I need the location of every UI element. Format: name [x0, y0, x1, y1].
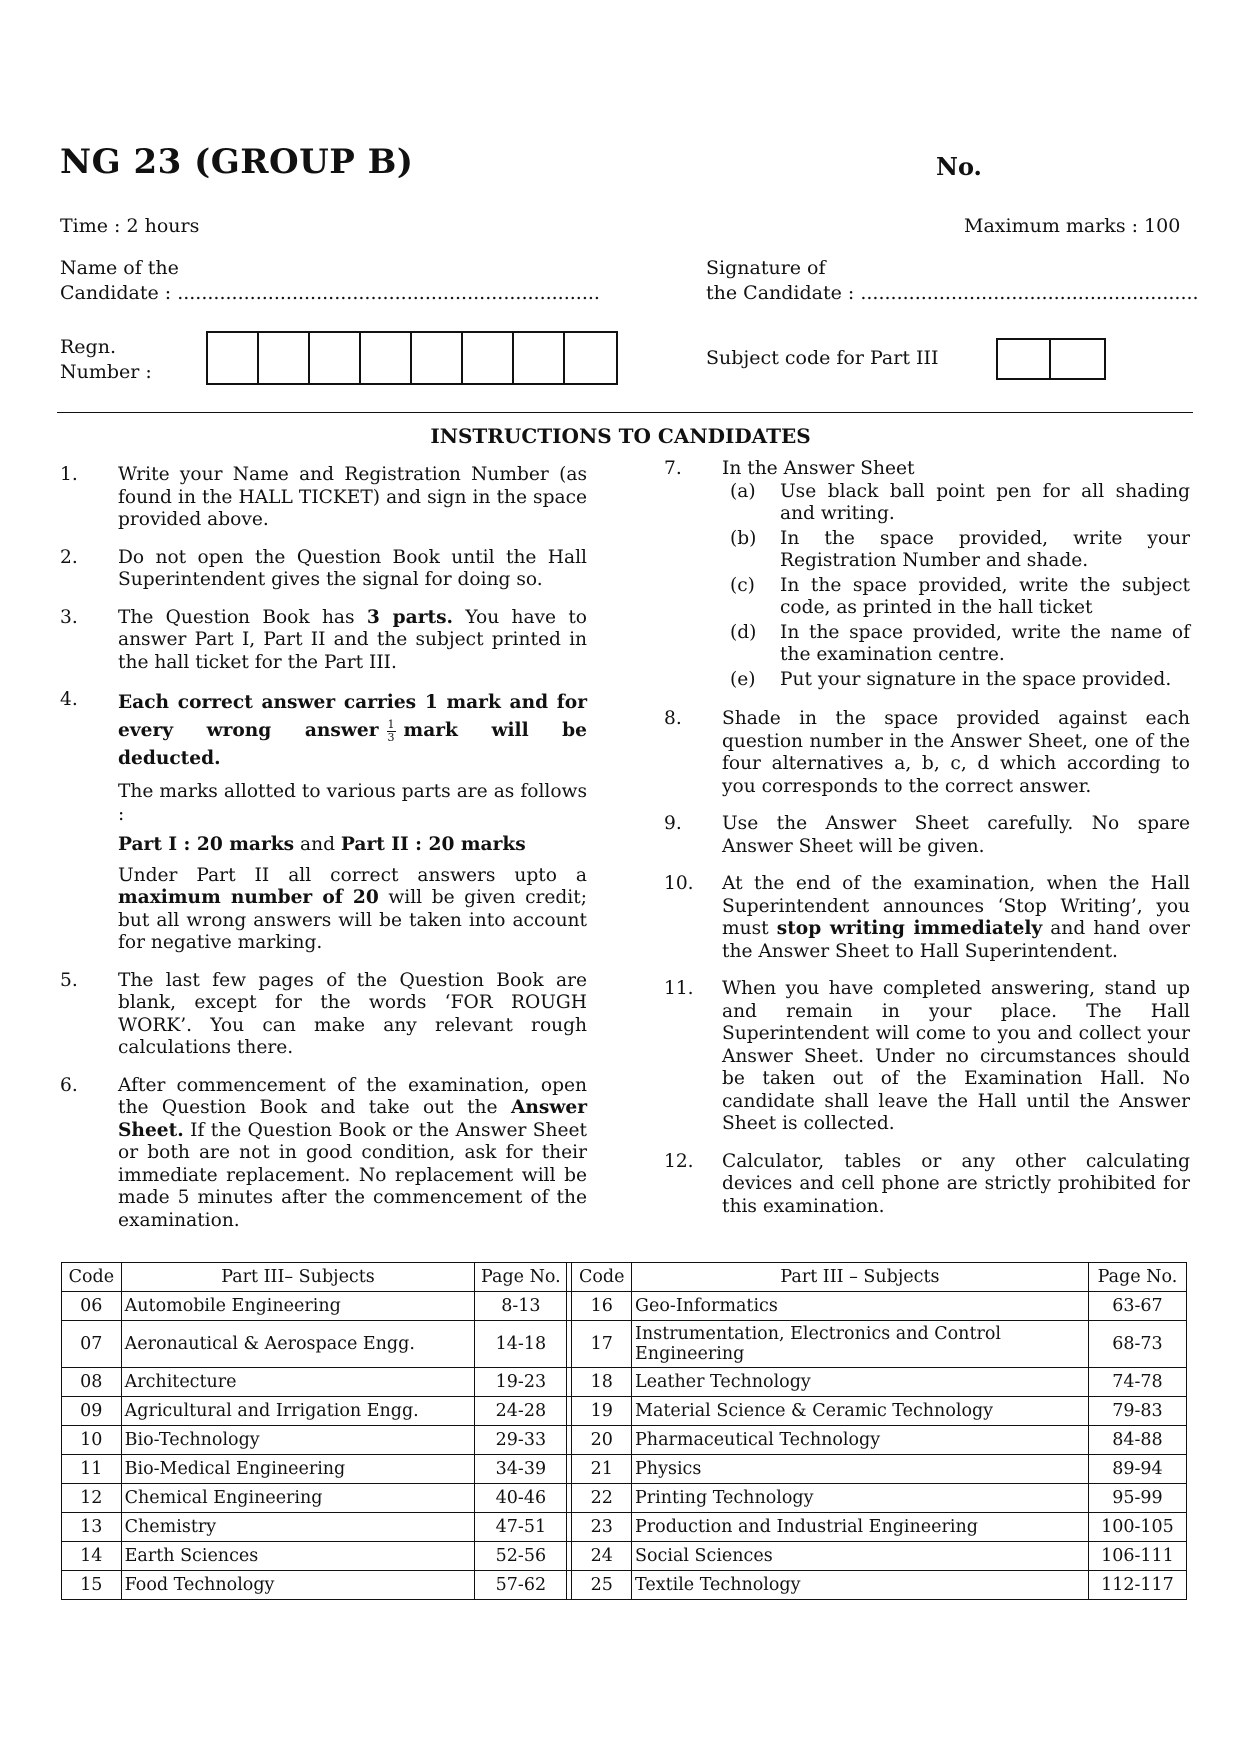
registration-label-line1: Regn.	[60, 336, 116, 358]
page-range: 24-28	[475, 1397, 567, 1426]
instruction-item	[664, 708, 1190, 798]
page-range: 57-62	[475, 1571, 567, 1600]
subject-code: 13	[62, 1513, 122, 1542]
page-range: 34-39	[475, 1455, 567, 1484]
instructions-left-column	[60, 464, 587, 1247]
instruction-text: Calculator, tables or any other calculating devices and cell phone are strictly prohibited for this examination.	[722, 1150, 1190, 1217]
registration-digit-box[interactable]	[310, 333, 361, 383]
instruction-text-part: The Question Book has	[118, 606, 367, 628]
marks-breakdown	[118, 834, 587, 857]
instruction-text-part: You have to answer Part I, Part II and the subject printed in the hall ticket for the Part III.	[118, 606, 588, 673]
sub-instruction-letter: (c)	[730, 574, 755, 596]
subject-name: Aeronautical & Aerospace Engg.	[121, 1321, 475, 1368]
part1-marks: Part I : 20 marks	[118, 834, 295, 855]
page-range: 79-83	[1088, 1397, 1186, 1426]
subject-name: Material Science & Ceramic Technology	[632, 1397, 1089, 1426]
negative-marking-rule	[118, 689, 587, 773]
candidate-name-field[interactable]	[60, 256, 600, 306]
table-row	[62, 1542, 1187, 1571]
fraction-denominator: 3	[387, 730, 395, 744]
marks-conjunction: and	[294, 834, 341, 855]
instruction-text: Write your Name and Registration Number (as found in the HALL TICKET) and sign in the space provided above.	[118, 464, 587, 530]
subject-rows	[62, 1292, 1187, 1600]
table-row	[62, 1571, 1187, 1600]
registration-digit-box[interactable]	[361, 333, 412, 383]
subject-code-digit-box[interactable]	[998, 340, 1051, 378]
page-range: 8-13	[475, 1292, 567, 1321]
subject-code: 19	[572, 1397, 632, 1426]
subject-code-label: Subject code for Part III	[706, 347, 939, 369]
instruction-text	[722, 873, 1190, 963]
instruction-item	[664, 873, 1190, 963]
sub-instruction-letter: (a)	[730, 480, 756, 502]
credit-rule-text: will be given credit; but all wrong answers will be taken into account for negative marking.	[118, 887, 587, 953]
instruction-text	[722, 458, 1190, 693]
credit-rule-bold: maximum number of 20	[118, 887, 379, 908]
instruction-number: 2.	[60, 546, 78, 568]
subject-code: 20	[572, 1426, 632, 1455]
instruction-number: 10.	[664, 873, 694, 894]
negative-marking-text: Each correct answer carries 1 mark and for every wrong answer	[118, 692, 587, 741]
fraction-numerator: 1	[387, 717, 395, 731]
subject-code: 23	[572, 1513, 632, 1542]
page-range: 29-33	[475, 1426, 567, 1455]
page-range: 47-51	[475, 1513, 567, 1542]
page-range: 84-88	[1088, 1426, 1186, 1455]
subject-name: Earth Sciences	[121, 1542, 475, 1571]
candidate-signature-field[interactable]	[706, 256, 1199, 306]
subject-code: 11	[62, 1455, 122, 1484]
registration-number-boxes	[206, 331, 618, 385]
table-row	[62, 1513, 1187, 1542]
sub-instruction-letter: (d)	[730, 621, 757, 643]
column-header-page: Page No.	[475, 1263, 567, 1292]
one-third-fraction	[387, 719, 396, 744]
subject-code: 06	[62, 1292, 122, 1321]
instruction-number: 4.	[60, 689, 78, 710]
subject-code: 09	[62, 1397, 122, 1426]
subject-code: 25	[572, 1571, 632, 1600]
instruction-text-part: If the Question Book or the Answer Sheet or both are not in good condition, ask for their immediate replacement. No replacement will be made 5 minutes after the commencement of the examination.	[118, 1119, 587, 1231]
sub-instruction	[722, 575, 1190, 620]
registration-label-line2: Number :	[60, 361, 152, 383]
subject-code: 08	[62, 1368, 122, 1397]
instruction-text	[118, 689, 587, 955]
candidate-signature-label: Signature of	[706, 257, 826, 279]
page-title: NG 23 (GROUP B)	[60, 142, 414, 182]
subject-name: Instrumentation, Electronics and Control Engineering	[632, 1321, 1089, 1368]
candidate-signature-line: the Candidate : ........................................................	[706, 282, 1199, 304]
subject-code: 16	[572, 1292, 632, 1321]
instruction-item	[60, 607, 587, 675]
instruction-text-bold: stop writing immediately	[776, 918, 1043, 939]
sub-instruction	[722, 622, 1190, 667]
instruction-number: 3.	[60, 606, 78, 628]
page-range: 89-94	[1088, 1455, 1186, 1484]
column-header-subject: Part III – Subjects	[632, 1263, 1089, 1292]
page-range: 14-18	[475, 1321, 567, 1368]
instruction-text: Use the Answer Sheet carefully. No spare Answer Sheet will be given.	[722, 813, 1190, 857]
table-header-row	[62, 1263, 1187, 1292]
instruction-number: 7.	[664, 458, 682, 479]
sub-instruction-letter: (b)	[730, 527, 757, 549]
subject-code: 17	[572, 1321, 632, 1368]
part3-subjects-table	[61, 1262, 1187, 1600]
subject-name: Physics	[632, 1455, 1089, 1484]
table-row	[62, 1455, 1187, 1484]
sub-instruction	[722, 669, 1190, 692]
part2-marks: Part II : 20 marks	[340, 834, 526, 855]
instruction-number: 11.	[664, 978, 694, 999]
instructions-right-column	[664, 458, 1190, 1233]
instruction-text-part: At the end of the examination, when the Hall Superintendent announces ‘Stop Writing’, you must	[722, 873, 1190, 939]
subject-name: Chemistry	[121, 1513, 475, 1542]
page-range: 19-23	[475, 1368, 567, 1397]
instruction-text	[118, 607, 587, 675]
subject-name: Textile Technology	[632, 1571, 1089, 1600]
subject-code: 18	[572, 1368, 632, 1397]
sub-instruction-letter: (e)	[730, 668, 756, 690]
instruction-number: 5.	[60, 969, 78, 991]
instruction-item-marking	[60, 689, 587, 955]
subject-name: Bio-Medical Engineering	[121, 1455, 475, 1484]
subject-code: 10	[62, 1426, 122, 1455]
instruction-text: When you have completed answering, stand up and remain in your place. The Hall Superintendent will come to you and collect your Answer Sheet. Under no circumstances should be taken out of the Examination Hall. No candidate shall leave the Hall until the Answer Sheet is collected.	[722, 978, 1190, 1134]
page-range: 74-78	[1088, 1368, 1186, 1397]
instruction-item	[664, 1151, 1190, 1219]
page-range: 95-99	[1088, 1484, 1186, 1513]
instruction-item	[60, 464, 587, 532]
registration-digit-box[interactable]	[463, 333, 514, 383]
sub-instruction-text: In the space provided, write the name of the examination centre.	[780, 621, 1190, 665]
registration-digit-box[interactable]	[514, 333, 565, 383]
subject-name: Bio-Technology	[121, 1426, 475, 1455]
subject-code: 24	[572, 1542, 632, 1571]
instruction-item	[664, 458, 1190, 693]
subject-name: Automobile Engineering	[121, 1292, 475, 1321]
instruction-item	[60, 1075, 587, 1233]
subject-code: 07	[62, 1321, 122, 1368]
instruction-text-part: After commencement of the examination, open the Question Book and take out the	[118, 1074, 587, 1118]
instruction-number: 6.	[60, 1074, 78, 1096]
candidate-name-label: Name of the	[60, 257, 179, 279]
table-row	[62, 1321, 1187, 1368]
subject-code: 22	[572, 1484, 632, 1513]
sub-instruction	[722, 481, 1190, 526]
page-range: 40-46	[475, 1484, 567, 1513]
sub-instruction-text: In the space provided, write the subject code, as printed in the hall ticket	[780, 574, 1190, 618]
subject-code: 12	[62, 1484, 122, 1513]
answer-sheet-intro: In the Answer Sheet	[722, 458, 915, 479]
page-range: 63-67	[1088, 1292, 1186, 1321]
subject-code-boxes	[996, 338, 1106, 380]
instruction-item	[664, 978, 1190, 1136]
subject-name: Architecture	[121, 1368, 475, 1397]
page-range: 52-56	[475, 1542, 567, 1571]
registration-digit-box[interactable]	[412, 333, 463, 383]
negative-marking-text: mark will be deducted.	[118, 720, 587, 769]
subject-name: Leather Technology	[632, 1368, 1089, 1397]
subject-name: Chemical Engineering	[121, 1484, 475, 1513]
table-row	[62, 1484, 1187, 1513]
table-row	[62, 1397, 1187, 1426]
column-header-page: Page No.	[1088, 1263, 1186, 1292]
sub-instruction-text: Put your signature in the space provided.	[780, 668, 1172, 690]
instructions-heading: INSTRUCTIONS TO CANDIDATES	[430, 424, 811, 448]
header-divider	[57, 412, 1193, 413]
instruction-number: 1.	[60, 464, 78, 485]
maximum-marks: Maximum marks : 100	[964, 215, 1181, 237]
candidate-name-line: Candidate : ......................................................................	[60, 282, 600, 304]
registration-number-label	[60, 335, 152, 385]
instruction-text-part: and hand over the Answer Sheet to Hall Superintendent.	[722, 918, 1190, 962]
instruction-number: 9.	[664, 813, 682, 834]
instruction-item	[60, 970, 587, 1060]
instruction-item	[664, 813, 1190, 858]
sub-instruction-text: Use black ball point pen for all shading and writing.	[780, 480, 1190, 524]
instruction-text: Shade in the space provided against each question number in the Answer Sheet, one of the four alternatives a, b, c, d which according to you corresponds to the correct answer.	[722, 708, 1190, 797]
registration-digit-box[interactable]	[565, 333, 616, 383]
instruction-text-bold: 3 parts.	[366, 606, 454, 628]
instruction-number: 8.	[664, 708, 682, 729]
subject-name: Food Technology	[121, 1571, 475, 1600]
marks-allotment-text: The marks allotted to various parts are as follows :	[118, 781, 587, 825]
table-row	[62, 1368, 1187, 1397]
table-row	[62, 1292, 1187, 1321]
sub-instruction	[722, 528, 1190, 573]
registration-digit-box[interactable]	[208, 333, 259, 383]
instruction-item	[60, 547, 587, 592]
subject-code: 15	[62, 1571, 122, 1600]
instruction-text: Do not open the Question Book until the Hall Superintendent gives the signal for doing so.	[118, 546, 587, 590]
part2-credit-rule	[118, 865, 587, 955]
column-header-code: Code	[572, 1263, 632, 1292]
instruction-text-bold: Answer Sheet.	[118, 1097, 587, 1141]
instruction-text: The last few pages of the Question Book are blank, except for the words ‘FOR ROUGH WORK’. You can make any relevant rough calculations there.	[118, 969, 587, 1058]
sub-instruction-text: In the space provided, write your Registration Number and shade.	[780, 527, 1190, 571]
column-header-subject: Part III– Subjects	[121, 1263, 475, 1292]
subject-name: Social Sciences	[632, 1542, 1089, 1571]
page-range: 68-73	[1088, 1321, 1186, 1368]
page-range: 100-105	[1088, 1513, 1186, 1542]
column-header-code: Code	[62, 1263, 122, 1292]
instruction-text	[118, 1075, 587, 1233]
subject-name: Agricultural and Irrigation Engg.	[121, 1397, 475, 1426]
subject-name: Geo-Informatics	[632, 1292, 1089, 1321]
credit-rule-text: Under Part II all correct answers upto a	[118, 864, 587, 886]
subject-name: Production and Industrial Engineering	[632, 1513, 1089, 1542]
table-row	[62, 1426, 1187, 1455]
registration-digit-box[interactable]	[259, 333, 310, 383]
page-range: 106-111	[1088, 1542, 1186, 1571]
booklet-number-label: No.	[936, 152, 982, 181]
instruction-number: 12.	[664, 1150, 694, 1172]
subject-code-digit-box[interactable]	[1051, 340, 1104, 378]
page-range: 112-117	[1088, 1571, 1186, 1600]
subject-code: 14	[62, 1542, 122, 1571]
subject-name: Printing Technology	[632, 1484, 1089, 1513]
exam-duration: Time : 2 hours	[60, 215, 200, 237]
subject-name: Pharmaceutical Technology	[632, 1426, 1089, 1455]
subject-code: 21	[572, 1455, 632, 1484]
